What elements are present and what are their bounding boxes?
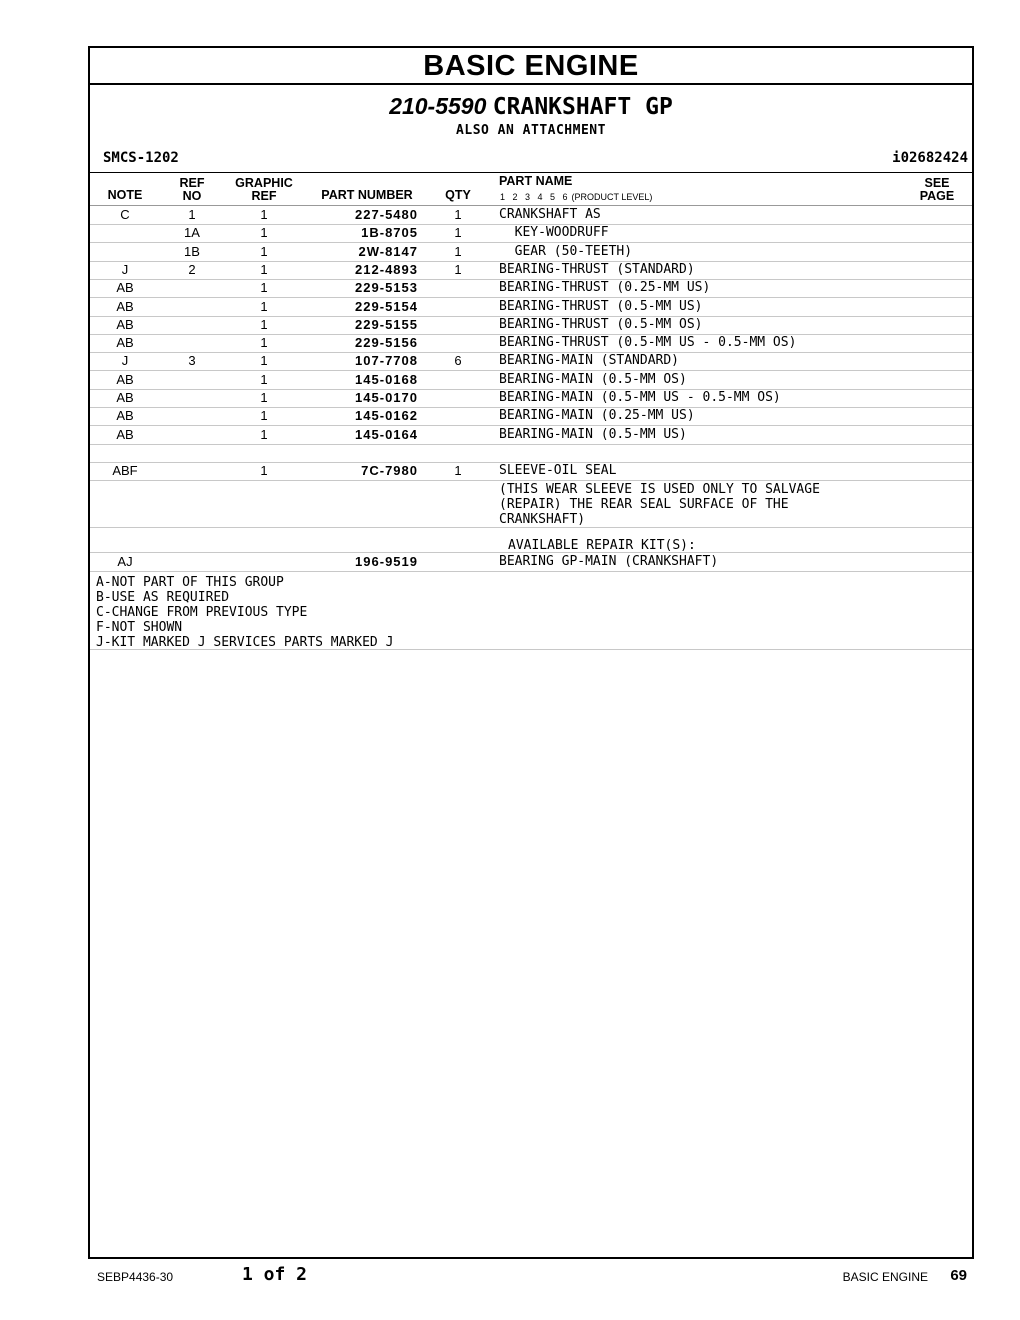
row-note: AB [116,335,134,351]
header-graphic-ref [228,177,300,203]
kit-note: AJ [117,554,133,569]
table-row [90,243,972,262]
table-row [90,371,972,390]
row-note: J [121,353,129,369]
legend-item: J-KIT MARKED J SERVICES PARTS MARKED J [96,635,394,650]
group-number: 210-5590 [389,93,487,119]
row-note: J [121,261,129,277]
document-number: SEBP4436-30 [97,1270,174,1284]
row-graphic-ref: 1 [260,371,268,387]
kit-part-number: 196-9519 [355,554,418,569]
row-qty: 6 [454,353,462,369]
page-number: 69 [950,1267,967,1284]
row-qty: 1 [454,225,462,241]
row-qty: 1 [454,207,462,222]
row-part-number: 229-5153 [355,280,418,296]
table-row [90,279,972,298]
row-part-number: 212-4893 [355,261,418,277]
row-part-number: 145-0162 [355,408,418,424]
legend-item: F-NOT SHOWN [96,620,183,635]
row-graphic-ref: 1 [260,280,268,296]
header-ref-no [172,177,212,203]
row-part-name: CRANKSHAFT AS [499,207,601,222]
row-part-name: BEARING-MAIN (0.5-MM US - 0.5-MM OS) [499,390,781,405]
document-id: i02682424 [892,150,968,166]
product-level-label: (PRODUCT LEVEL) [571,192,653,202]
header-top-rule [90,172,972,173]
row-ref-no: 1B [184,243,200,259]
row-note: AB [116,408,134,424]
row-graphic-ref: 1 [260,298,268,314]
table-row [90,206,972,225]
kit-row [90,553,972,572]
row-part-name: KEY-WOODRUFF [499,225,609,241]
level-numbers: 1 2 3 4 5 6 [500,192,568,202]
row-note: AB [116,426,134,442]
row-part-name: BEARING-MAIN (0.5-MM OS) [499,371,687,387]
header-part-number: PART NUMBER [321,188,413,202]
row-part-number: 227-5480 [355,207,418,222]
row-ref-no: 1A [184,225,200,241]
row-note: ABF [112,463,138,479]
header-graphic-line1: GRAPHIC [235,176,293,190]
row-qty: 1 [454,261,462,277]
row-graphic-ref: 1 [260,225,268,241]
group-name: CRANKSHAFT GP [492,94,673,120]
row-part-number: 1B-8705 [361,225,418,241]
row-part-name: BEARING-MAIN (0.5-MM US) [499,426,687,442]
group-subtitle: ALSO AN ATTACHMENT [456,123,606,138]
sleeve-note: (THIS WEAR SLEEVE IS USED ONLY TO SALVAGE (REPAIR) THE REAR SEAL SURFACE OF THE CRANKSHAFT) [499,482,820,527]
page-counter: 1 of 2 [242,1264,308,1285]
row-note: AB [116,316,134,332]
row-part-number: 145-0170 [355,390,418,405]
header-ref-line2: NO [182,189,202,203]
header-qty: QTY [445,188,471,202]
row-graphic-ref: 1 [260,390,268,405]
row-ref-no: 2 [188,261,196,277]
table-row [90,462,972,481]
row-graphic-ref: 1 [260,261,268,277]
row-part-number: 145-0164 [355,426,418,442]
table-row [90,426,972,445]
table-row [90,389,972,408]
row-graphic-ref: 1 [260,353,268,369]
table-row [90,316,972,335]
header-see-page [914,177,960,203]
table-row [90,298,972,317]
row-part-number: 229-5154 [355,298,418,314]
row-part-number: 2W-8147 [358,243,418,259]
row-part-number: 229-5156 [355,335,418,351]
row-part-name: BEARING-THRUST (0.25-MM US) [499,280,711,296]
group-title [90,92,972,121]
note-rule [90,527,972,528]
row-part-name: GEAR (50-TEETH) [499,243,633,259]
row-note: AB [116,298,134,314]
row-note: C [120,207,130,222]
row-part-name: BEARING-THRUST (0.5-MM OS) [499,316,703,332]
row-graphic-ref: 1 [260,335,268,351]
row-note: AB [116,280,134,296]
row-ref-no: 3 [188,353,196,369]
row-note: AB [116,390,134,405]
footer-section: BASIC ENGINE [842,1270,928,1284]
smcs-code: SMCS-1202 [103,150,179,166]
row-part-name: BEARING-MAIN (STANDARD) [499,353,680,369]
header-graphic-line2: REF [251,189,277,203]
row-part-name: SLEEVE-OIL SEAL [499,463,617,479]
row-part-number: 145-0168 [355,371,418,387]
row-note: AB [116,371,134,387]
table-row [90,352,972,371]
row-qty: 1 [454,243,462,259]
row-part-name: BEARING-THRUST (STANDARD) [499,261,695,277]
page-frame [88,46,974,1259]
legend-item: A-NOT PART OF THIS GROUP [96,575,284,590]
row-graphic-ref: 1 [260,316,268,332]
table-row [90,334,972,353]
row-part-number: 229-5155 [355,316,418,332]
row-graphic-ref: 1 [260,207,268,222]
row-qty: 1 [454,463,462,479]
repair-kits-label: AVAILABLE REPAIR KIT(S): [508,538,696,553]
row-part-number: 7C-7980 [361,463,418,479]
table-row [90,224,972,243]
row-graphic-ref: 1 [260,408,268,424]
table-row [90,261,972,280]
legend-item: C-CHANGE FROM PREVIOUS TYPE [96,605,308,620]
row-part-number: 107-7708 [355,353,418,369]
table-row [90,444,972,463]
header-ref-line1: REF [179,176,205,190]
kit-part-name: BEARING GP-MAIN (CRANKSHAFT) [499,554,719,569]
row-graphic-ref: 1 [260,426,268,442]
row-part-name: BEARING-MAIN (0.25-MM US) [499,408,695,424]
legend-rule [90,649,972,650]
header-see-line1: SEE [924,176,950,190]
table-row [90,407,972,426]
header-see-line2: PAGE [919,189,955,203]
row-graphic-ref: 1 [260,463,268,479]
section-title: BASIC ENGINE [90,48,972,85]
product-levels [500,192,652,202]
legend-item: B-USE AS REQUIRED [96,590,230,605]
header-part-name: PART NAME [499,174,573,188]
row-graphic-ref: 1 [260,243,268,259]
row-part-name: BEARING-THRUST (0.5-MM US) [499,298,703,314]
header-note: NOTE [107,188,143,202]
row-ref-no: 1 [188,207,196,222]
row-part-name: BEARING-THRUST (0.5-MM US - 0.5-MM OS) [499,335,797,351]
notes-legend [96,575,393,650]
